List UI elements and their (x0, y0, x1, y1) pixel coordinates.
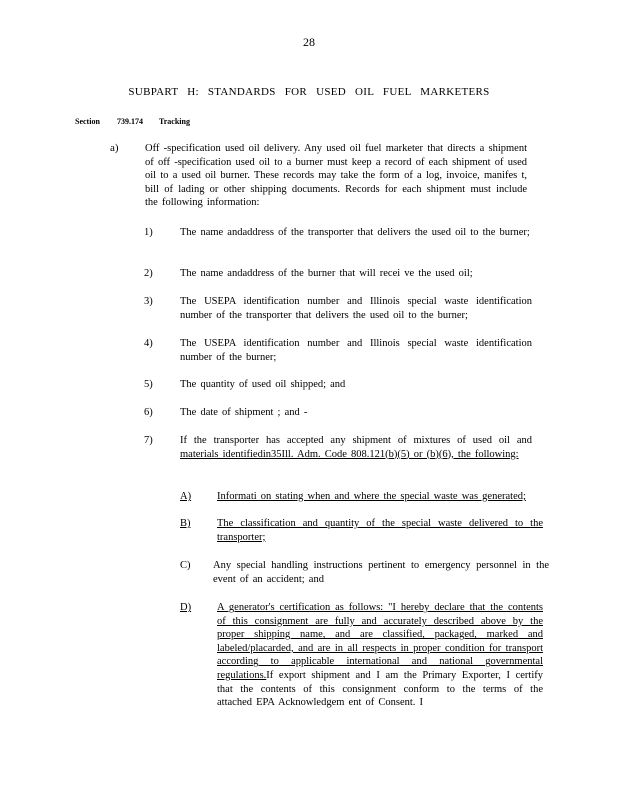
item-text: The name andaddress of the burner that will recei ve the used oil; (180, 268, 473, 279)
item-number: 5) (144, 379, 153, 390)
paragraph-a-text: Off -specification used oil delivery. Any used oil fuel marketer that directs a shipment of off -specification used oil to a burner must keep a record of each shipment of used oil to a used oil burner. These records may take the form of a log, invoice, manifes t, bill of lading or other shipping documents. Records for each shipment must include the following information: (145, 143, 527, 209)
subitem-text-plain: If export shipment and I am the Primary Exporter, I certify that the contents of this consignment conform to the terms of the attached EPA Acknowledgem ent of Consent. I (217, 669, 543, 709)
item-text: The USEPA identification number and Illinois special waste identification number of the transporter that delivers the used oil to the burner; (180, 296, 532, 321)
item-number: 4) (144, 338, 153, 349)
subitem-text: Any special handling instructions pertinent to emergency personnel in the event of an accident; and (213, 560, 549, 585)
subitem-number: D) (180, 602, 192, 613)
item-text: The name andaddress of the transporter that delivers the used oil to the burner; (180, 227, 530, 238)
subpart-title: SUBPART H: STANDARDS FOR USED OIL FUEL MARKETERS (128, 86, 490, 98)
section-heading (75, 117, 190, 126)
item-text (180, 434, 532, 461)
item-number: 6) (144, 407, 153, 418)
subitem-number: C) (180, 560, 191, 571)
item-text: The quantity of used oil shipped; and (180, 379, 346, 390)
page-number: 28 (303, 35, 315, 49)
section-label: Section (75, 117, 100, 126)
subitem-number: B) (180, 518, 191, 529)
subitem-text: Informati on stating when and where the special waste was generated; (217, 491, 526, 502)
item-number: 7) (144, 435, 153, 446)
item-number: 2) (144, 268, 153, 279)
item-text-underlined: materials identifiedin35Ill. Adm. Code 808.121(b)(5) or (b)(6), the following: (180, 448, 519, 460)
item-number: 3) (144, 296, 153, 307)
subitem-text (217, 601, 543, 710)
section-number: 739.174 (117, 117, 143, 126)
item-text-plain: If the transporter has accepted any shipment of mixtures of used oil and (180, 435, 532, 446)
subitem-number: A) (180, 491, 192, 502)
section-title: Tracking (159, 117, 190, 126)
subitem-text-underlined: A generator's certification as follows: "I hereby declare that the contents of this consignment are fully and accurately described above by the proper shipping name, and are classified, packaged, marked and labeled/placarded, and are in all respects in proper condition for transport according to applicable international and national governmental regulations. (217, 602, 543, 681)
paragraph-a-label: a) (110, 142, 119, 154)
subitem-text: The classification and quantity of the special waste delivered to the transporter; (217, 518, 543, 543)
item-text: The USEPA identification number and Illinois special waste identification number of the burner; (180, 338, 532, 363)
item-text: The date of shipment ; and - (180, 407, 308, 418)
item-number: 1) (144, 227, 153, 238)
